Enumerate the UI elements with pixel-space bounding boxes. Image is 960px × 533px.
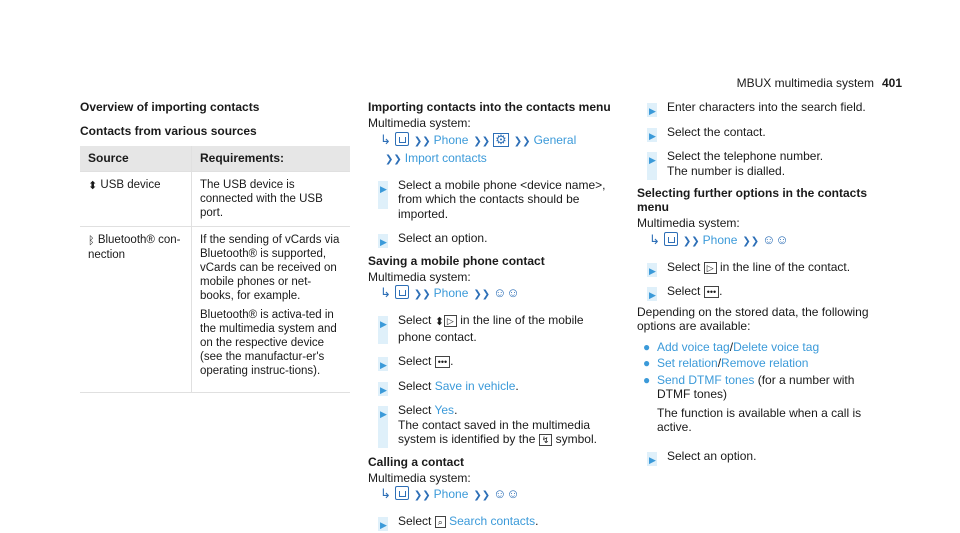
call-heading: Calling a contact <box>368 454 465 469</box>
options-description: Depending on the stored data, the following options are available: <box>637 304 869 333</box>
step-save-in-vehicle: ▶ Select Save in vehicle. <box>368 379 618 394</box>
save-in-vehicle-link[interactable]: Save in vehicle <box>434 378 516 393</box>
step-text: Select <box>398 354 432 368</box>
bullet-icon: ● <box>643 356 651 370</box>
step-text: symbol. <box>555 432 597 446</box>
step-arrow-icon: ▶ <box>380 237 387 247</box>
bullet-icon: ● <box>643 372 651 387</box>
path-phone[interactable]: Phone <box>433 487 469 501</box>
multimedia-system-label: Multimedia system: <box>637 216 740 230</box>
step-text: Select an option. <box>667 448 757 463</box>
bullet-note: The function is available when a call is active. <box>657 405 862 434</box>
table-row <box>80 226 350 392</box>
step-text: Select <box>398 403 432 417</box>
column-overview <box>80 100 350 393</box>
requirement-bluetooth-1: If the sending of vCards via Bluetooth® is supported, vCards can be received on mobile phones or net-books, for example. <box>200 233 340 302</box>
step-arrow-icon: ▶ <box>380 384 387 395</box>
chevron-right-icon: ❯❯ <box>413 289 431 300</box>
usb-icon: ⬍ <box>88 179 98 192</box>
overview-heading: Overview of importing contacts <box>80 100 260 114</box>
step-select-option <box>637 449 887 464</box>
menu-path-import <box>368 132 618 168</box>
step-arrow-icon: ▶ <box>380 360 387 370</box>
path-import-contacts[interactable]: Import contacts <box>404 150 487 165</box>
step-enter-characters <box>637 100 887 115</box>
page-number: 401 <box>881 76 902 90</box>
table-row <box>80 171 350 226</box>
table-header-source: Source <box>80 146 192 171</box>
home-icon <box>395 132 409 146</box>
menu-path-options <box>637 232 887 250</box>
more-icon: ••• <box>435 356 450 368</box>
chevron-right-icon: ❯❯ <box>682 235 700 247</box>
step-confirm-yes: ▶ Select Yes. The contact saved in the multimedia system is identified by the ↯ symbol. <box>380 403 597 446</box>
path-arrow-icon: ↳ <box>380 486 391 501</box>
menu-path-call <box>368 486 618 504</box>
step-arrow-icon: ▶ <box>380 319 387 329</box>
gear-icon: ⚙ <box>495 131 507 147</box>
step-text: The contact saved in the multimedia system is identified by the <box>398 417 591 446</box>
chevron-right-icon: ❯❯ <box>413 135 431 147</box>
bullet-icon: ● <box>643 339 651 354</box>
multimedia-system-label: Multimedia system: <box>368 470 471 485</box>
chevron-right-icon: ❯❯ <box>513 135 531 147</box>
step-text: Select the telephone number. <box>667 149 824 163</box>
yes-link[interactable]: Yes <box>434 403 455 417</box>
further-options-heading: Selecting further options in the contacts menu <box>637 186 868 214</box>
menu-path-save <box>368 285 618 303</box>
step-select-contact <box>637 125 887 140</box>
path-phone[interactable]: Phone <box>702 232 738 247</box>
contacts-icon: ☺☺ <box>762 231 789 247</box>
column-import <box>368 100 618 533</box>
chevron-right-icon: ❯❯ <box>742 235 760 247</box>
step-text: Select <box>398 378 432 393</box>
step-text: Select <box>398 514 432 528</box>
multimedia-system-label: Multimedia system: <box>368 116 471 130</box>
step-arrow-icon: ▶ <box>649 454 656 465</box>
step-text: Select <box>667 259 701 274</box>
step-text: in the line of the contact. <box>719 259 851 274</box>
step-select-arrow <box>637 260 887 275</box>
sources-table <box>80 146 350 393</box>
arrow-right-box-icon: ▷ <box>444 315 457 327</box>
contacts-icon: ☺☺ <box>493 486 520 501</box>
path-phone[interactable]: Phone <box>433 132 469 147</box>
header-title: MBUX multimedia system <box>736 76 874 90</box>
add-voice-tag-link[interactable]: Add voice tag <box>657 339 730 354</box>
home-icon <box>664 232 678 246</box>
step-arrow-icon: ▶ <box>380 183 387 194</box>
chevron-right-icon: ❯❯ <box>385 153 402 165</box>
step-select-more: ▶ Select ••• . <box>637 284 887 299</box>
vehicle-contact-icon: ↯ <box>539 434 553 446</box>
source-bluetooth: Bluetooth® con-nection <box>88 233 181 261</box>
requirement-bluetooth-2: Bluetooth® is activa-ted in the multimedia system and on the respective device (see the manufactur-er's operating instruc-tions). <box>200 308 337 377</box>
search-contacts-link[interactable]: Search contacts <box>449 514 536 528</box>
step-text: Select <box>398 313 432 327</box>
step-select-more: ▶ Select ••• . <box>368 354 618 369</box>
step-select-usb-contact <box>368 313 618 344</box>
path-phone[interactable]: Phone <box>433 286 469 300</box>
home-icon <box>395 285 409 299</box>
step-text: Select a mobile phone <device name>, from which the contacts should be imported. <box>398 177 606 221</box>
multimedia-system-label: Multimedia system: <box>368 269 471 284</box>
column-options <box>637 100 887 467</box>
step-arrow-icon: ▶ <box>649 106 656 116</box>
arrow-right-box-icon: ▷ <box>704 262 717 274</box>
step-text: Select the contact. <box>667 124 766 139</box>
set-relation-link[interactable]: Set relation <box>657 356 718 370</box>
import-heading: Importing contacts into the contacts menu <box>368 100 611 114</box>
sources-subheading: Contacts from various sources <box>80 124 257 138</box>
delete-voice-tag-link[interactable]: Delete voice tag <box>733 339 820 354</box>
path-arrow-icon: ↳ <box>380 285 391 300</box>
step-select-number <box>637 149 887 178</box>
step-arrow-icon: ▶ <box>649 265 656 276</box>
page-header <box>737 76 902 91</box>
bluetooth-icon: ᛒ <box>88 234 95 247</box>
more-icon: ••• <box>704 286 719 298</box>
bullet-suffix: (for a number with DTMF tones) <box>657 372 855 401</box>
contacts-icon: ☺☺ <box>493 285 520 300</box>
path-general[interactable]: General <box>533 132 577 147</box>
step-text: Select an option. <box>398 231 488 245</box>
chevron-right-icon: ❯❯ <box>473 490 491 501</box>
step-note: The number is dialled. <box>667 163 786 178</box>
list-item <box>637 373 887 402</box>
search-icon: ⌕ <box>435 516 446 528</box>
list-item: ● Add voice tag/Delete voice tag <box>643 339 820 354</box>
save-heading: Saving a mobile phone contact <box>368 253 545 268</box>
step-arrow-icon: ▶ <box>380 520 387 530</box>
step-select-option <box>368 231 618 246</box>
requirement-usb: The USB device is connected with the USB port. <box>192 171 351 226</box>
step-arrow-icon: ▶ <box>649 155 656 165</box>
step-arrow-icon: ▶ <box>380 409 387 419</box>
step-text: in the line of the mobile phone contact. <box>398 313 584 344</box>
path-arrow-icon: ↳ <box>380 131 391 147</box>
table-header-requirements: Requirements: <box>192 146 351 171</box>
step-select-phone <box>368 178 618 222</box>
step-search-contacts: ▶ Select ⌕ Search contacts. <box>368 514 618 529</box>
source-usb: USB device <box>100 178 161 191</box>
remove-relation-link[interactable]: Remove relation <box>721 356 809 370</box>
send-dtmf-tones-link[interactable]: Send DTMF tones <box>657 372 755 387</box>
chevron-right-icon: ❯❯ <box>473 289 491 300</box>
step-text: Enter characters into the search field. <box>667 100 866 114</box>
chevron-right-icon: ❯❯ <box>473 135 491 147</box>
usb-icon: ⬍ <box>434 316 444 328</box>
chevron-right-icon: ❯❯ <box>413 490 431 501</box>
path-arrow-icon: ↳ <box>649 231 660 247</box>
step-arrow-icon: ▶ <box>649 290 656 300</box>
step-arrow-icon: ▶ <box>649 130 656 141</box>
list-item: ● Set relation/Remove relation <box>643 356 809 370</box>
step-text: Select <box>667 284 701 298</box>
home-icon <box>395 486 409 500</box>
